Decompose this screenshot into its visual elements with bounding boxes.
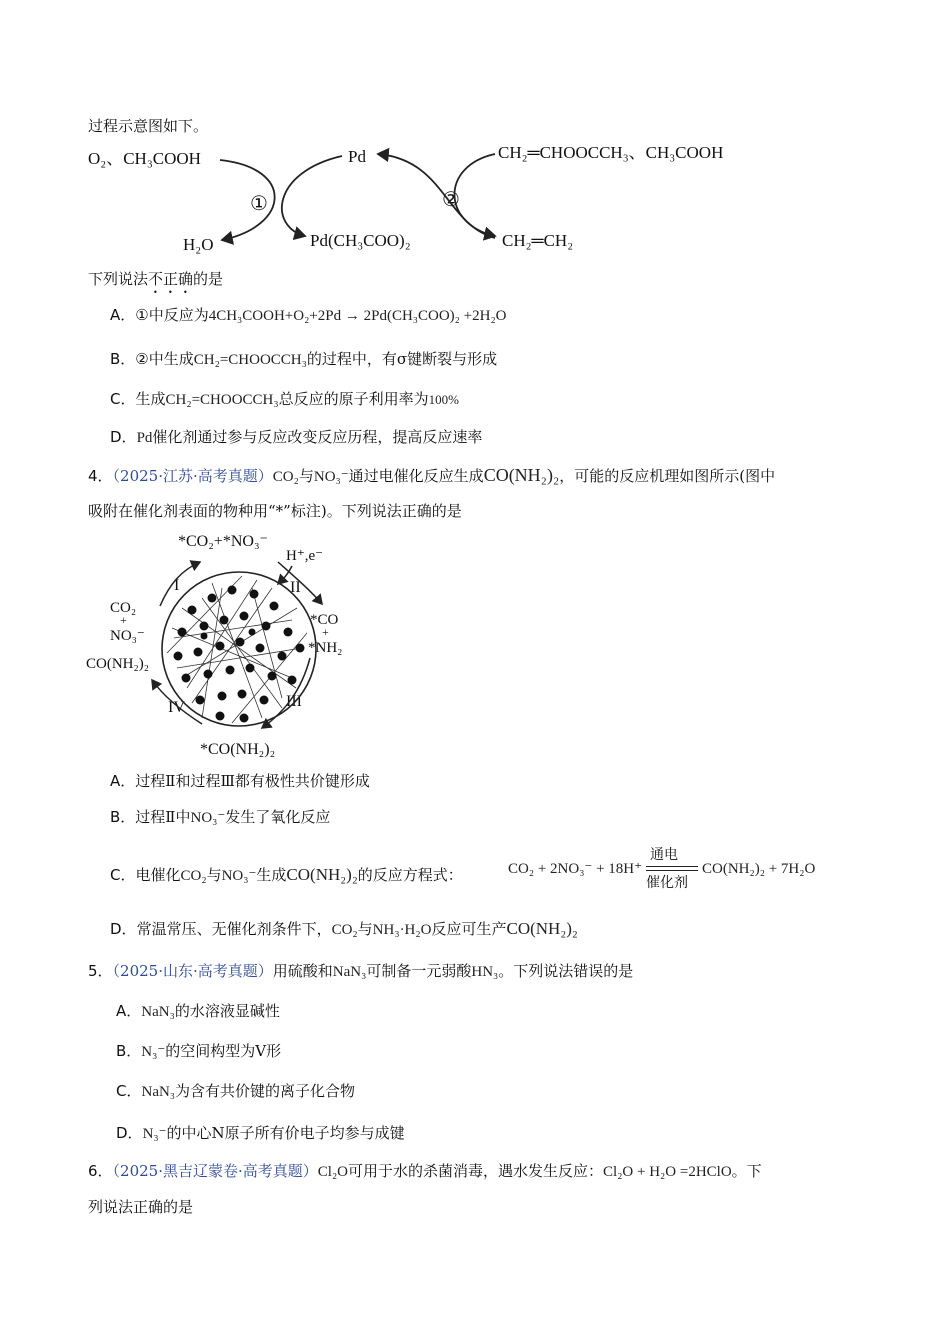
catalyst-mechanism-diagram [82,528,382,764]
label-I: I [174,577,180,594]
label-IV: IV [168,699,185,716]
q3-option-c[interactable]: C．生成CH₂=CHOOCCH₃总反应的原子利用率为100% [110,390,459,408]
arc-right-2 [378,154,495,238]
q4-eq-sign [646,866,698,871]
label-right-co: *CO [310,612,339,628]
pd-acetate-label: Pd(CH₃COO)₂ [310,231,411,250]
ethylene-label: CH₂═CH₂ [502,231,574,250]
q3-option-d[interactable]: D．Pd催化剂通过参与反应改变反应历程，提高反应速率 [110,428,483,446]
q5-source: （2025·山东·高考真题） [112,962,273,980]
step-1-label: ① [250,193,268,215]
pd-label: Pd [348,147,366,166]
q4-eq-top: 通电 [650,847,678,863]
label-h-e: H⁺,e⁻ [286,548,324,564]
label-II: II [290,579,301,596]
q6-stem: 6．（2025·黑吉辽蒙卷·高考真题）Cl₂O可用于水的杀菌消毒，遇水发生反应：Cl₂O + H₂O =2HClO。下 [88,1162,762,1180]
q4-option-a[interactable]: A．过程Ⅱ和过程Ⅲ都有极性共价键形成 [110,772,370,790]
formula: 4CH₃COOH+O₂+2Pd → 2Pd(CH₃COO)₂ +2H₂O [208,308,507,324]
vinyl-acetate-label: CH₂═CHOOCCH₃、CH₃COOH [498,143,724,162]
reactant-o2-acetic: O₂、CH₃COOH [88,149,201,168]
label-III: III [286,693,302,710]
water-label: H₂O [183,235,214,254]
q5-option-d[interactable]: D．N₃⁻的中心N原子所有价电子均参与成键 [116,1124,405,1142]
q4-option-d[interactable]: D．常温常压、无催化剂条件下，CO₂与NH₃·H₂O反应可生产CO(NH₂)₂ [110,919,578,938]
label-left-urea: CO(NH₂)₂ [86,656,149,672]
q3-option-a[interactable]: A．①中反应为4CH₃COOH+O₂+2Pd → 2Pd(CH₃COO)₂ +2H₂O [110,306,507,324]
q4-eq-left: CO₂ + 2NO₃⁻ + 18H⁺ [508,861,643,877]
label-left-co2: CO₂ [110,600,137,616]
q4-option-b[interactable]: B．过程Ⅱ中NO₃⁻发生了氧化反应 [110,808,331,826]
q3-option-b[interactable]: B．②中生成CH₂=CHOOCCH₃的过程中，有σ键断裂与形成 [110,350,498,368]
q6-source: （2025·黑吉辽蒙卷·高考真题） [112,1162,318,1180]
q5-option-a[interactable]: A．NaN₃的水溶液显碱性 [116,1002,280,1020]
q5-option-c[interactable]: C．NaN₃为含有共价键的离子化合物 [116,1082,356,1100]
label-right-plus: + [322,625,329,639]
q4-option-c[interactable]: C．电催化CO₂与NO₃⁻生成CO(NH₂)₂的反应方程式： [110,865,463,884]
intro-text: 过程示意图如下。 [88,117,209,135]
formula: NO₃⁻ [190,810,226,826]
q3-stem: 下列说法不正确的是 [88,270,224,288]
q4-stem-line2: 吸附在催化剂表面的物种用“*”标注)。下列说法正确的是 [88,502,462,520]
emphasis-not-correct: 不正确 [148,270,194,288]
q5-option-b[interactable]: B．N₃⁻的空间构型为V形 [116,1042,282,1060]
q6-stem-line2: 列说法正确的是 [88,1198,194,1216]
formula: Pd [136,430,153,446]
arc-left-2 [282,156,342,236]
q4-eq-right: CO(NH₂)₂ + 7H₂O [702,861,816,877]
pd-cycle-diagram [80,138,780,260]
q4-eq-bottom: 催化剂 [646,875,688,891]
label-right-nh2: *NH₂ [308,640,343,656]
q4-source: （2025·江苏·高考真题） [112,467,273,485]
formula: CH₂=CHOOCCH₃ [165,392,279,408]
q5-stem: 5．（2025·山东·高考真题）用硫酸和NaN₃可制备一元弱酸HN₃。下列说法错误的是 [88,962,634,980]
label-left-no3: NO₃⁻ [110,628,145,644]
arc-right-1 [454,154,495,236]
q4-stem: 4．（2025·江苏·高考真题）CO₂与NO₃⁻通过电催化反应生成CO(NH₂)₂，可能的反应机理如图所示(图中 [88,465,776,485]
step-2-label: ② [442,189,460,211]
label-left-plus: + [120,613,127,627]
label-top-adsorbed: *CO₂+*NO₃⁻ [178,533,268,550]
formula: CH₂=CHOOCCH₃ [193,352,307,368]
label-bottom-urea: *CO(NH₂)₂ [200,741,276,758]
